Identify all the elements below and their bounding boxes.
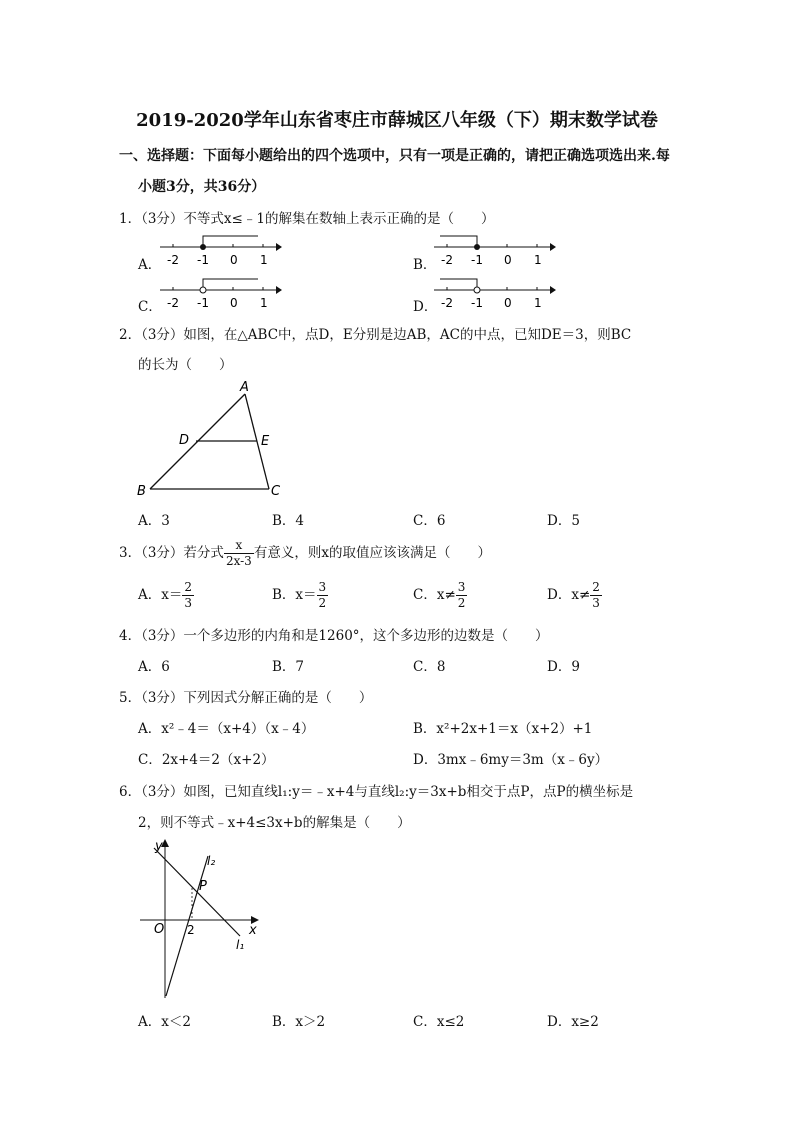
q1-stem: 1．（3分）不等式x≤﹣1的解集在数轴上表示正确的是（ ） <box>119 211 495 227</box>
q2-stem-line2: 的长为（ ） <box>138 357 233 373</box>
q6-coordinate-graph <box>140 838 270 1006</box>
fraction-denominator: 2 <box>457 596 466 610</box>
point-d-label: D <box>179 433 190 448</box>
hollow-dot <box>200 287 206 293</box>
q5-option-b: B．x²+2x+1＝x（x+2）+1 <box>413 721 593 737</box>
q4-option-c: C．8 <box>413 659 446 675</box>
q3-option-a <box>138 580 194 611</box>
q3-stem <box>119 538 491 569</box>
tick-label: 0 <box>504 296 512 310</box>
page-title: 2019-2020学年山东省枣庄市薛城区八年级（下）期末数学试卷 <box>136 110 658 131</box>
q5-stem: 5．（3分）下列因式分解正确的是（ ） <box>119 690 373 706</box>
q4-option-b: B．7 <box>272 659 305 675</box>
q3-option-c <box>413 580 467 611</box>
q6-option-d: D．x≥2 <box>547 1014 599 1030</box>
q6-stem-line1: 6．（3分）如图，已知直线l₁:y＝﹣x+4与直线l₂:y＝3x+b相交于点P，点P的横坐标是 <box>119 784 634 800</box>
x-axis-label: x <box>249 923 257 938</box>
q2-option-c: C．6 <box>413 513 446 529</box>
q3-stem-post: 有意义，则x的取值应该该满足（ ） <box>253 545 491 561</box>
tick-label: -1 <box>197 253 209 267</box>
fraction-denominator: 3 <box>592 596 600 610</box>
q1-number-line-a <box>158 234 282 268</box>
point-p-label: P <box>199 879 207 894</box>
tick-label: 1 <box>260 296 268 310</box>
q4-option-d: D．9 <box>547 659 580 675</box>
q3-stem-pre: 3．（3分）若分式 <box>119 545 224 561</box>
q3-option-b <box>272 580 328 611</box>
option-relation: x＝ <box>295 587 317 603</box>
q2-option-a: A．3 <box>138 513 170 529</box>
option-label: A． <box>138 587 162 603</box>
tick-label: -2 <box>441 253 453 267</box>
fraction-denominator: 2 <box>318 596 327 610</box>
origin-label: O <box>154 922 165 937</box>
l1-label: l₁ <box>236 938 245 952</box>
tick-label: -2 <box>441 296 453 310</box>
point-e-label: E <box>261 434 270 449</box>
q1-number-line-b <box>432 234 556 268</box>
tick-label: 0 <box>504 253 512 267</box>
point-b-label: B <box>137 484 146 499</box>
option-relation: x＝ <box>161 587 183 603</box>
hollow-dot <box>474 287 480 293</box>
q6-option-c: C．x≤2 <box>413 1014 465 1030</box>
tick-label: -1 <box>471 296 483 310</box>
tick-two-label: 2 <box>187 923 195 937</box>
tick-label: -1 <box>471 253 483 267</box>
q4-option-a: A．6 <box>138 659 170 675</box>
tick-label: 0 <box>230 296 238 310</box>
l2-label: l₂ <box>207 854 216 868</box>
q2-option-d: D．5 <box>547 513 580 529</box>
fraction-denominator: 3 <box>184 596 193 610</box>
q1-option-a-label: A． <box>138 257 162 273</box>
option-label: B． <box>272 587 296 603</box>
option-label: D． <box>547 587 572 603</box>
point-a-label: A <box>240 380 249 395</box>
point-c-label: C <box>271 484 281 499</box>
fraction-numerator: 3 <box>457 580 466 594</box>
q6-stem-line2: 2，则不等式﹣x+4≤3x+b的解集是（ ） <box>138 815 411 831</box>
tick-label: -1 <box>197 296 209 310</box>
q2-option-b: B．4 <box>272 513 305 529</box>
q5-option-d: D．3mx﹣6my＝3m（x﹣6y） <box>413 752 609 768</box>
q1-option-d-label: D． <box>413 299 438 315</box>
q1-option-b-label: B． <box>413 257 437 273</box>
tick-label: 1 <box>534 296 542 310</box>
solid-dot <box>200 244 206 250</box>
tick-label: 0 <box>230 253 238 267</box>
q1-number-line-d <box>432 277 556 311</box>
q1-number-line-c <box>158 277 282 311</box>
fraction-numerator: 2 <box>592 580 600 594</box>
q3-option-d <box>547 580 602 611</box>
q3-fraction <box>224 538 254 569</box>
solid-dot <box>474 244 480 250</box>
q5-option-a: A．x²﹣4＝（x+4）（x﹣4） <box>138 721 315 737</box>
y-axis-label: y <box>155 839 163 854</box>
q6-option-a: A．x＜2 <box>138 1014 191 1030</box>
option-relation: x≠ <box>436 587 456 603</box>
option-relation: x≠ <box>571 587 591 603</box>
tick-label: 1 <box>260 253 268 267</box>
q5-option-c: C．2x+4＝2（x+2） <box>138 752 275 768</box>
q2-triangle-figure <box>132 378 292 500</box>
q6-option-b: B．x＞2 <box>272 1014 326 1030</box>
tick-label: -2 <box>167 296 179 310</box>
fraction-numerator: 3 <box>318 580 327 594</box>
option-label: C． <box>413 587 437 603</box>
fraction-denominator: 2x-3 <box>225 554 252 568</box>
q1-option-c-label: C． <box>138 299 162 315</box>
fraction-numerator: x <box>224 538 254 554</box>
tick-label: -2 <box>167 253 179 267</box>
q4-stem: 4．（3分）一个多边形的内角和是1260°，这个多边形的边数是（ ） <box>119 628 549 644</box>
section-heading-line2: 小题3分，共36分） <box>138 179 266 195</box>
q2-stem-line1: 2．（3分）如图，在△ABC中，点D，E分别是边AB，AC的中点，已知DE＝3，则BC <box>119 327 632 343</box>
fraction-numerator: 2 <box>184 580 193 594</box>
section-heading-line1: 一、选择题：下面每小题给出的四个选项中，只有一项是正确的，请把正确选项选出来.每 <box>119 148 670 164</box>
tick-label: 1 <box>534 253 542 267</box>
